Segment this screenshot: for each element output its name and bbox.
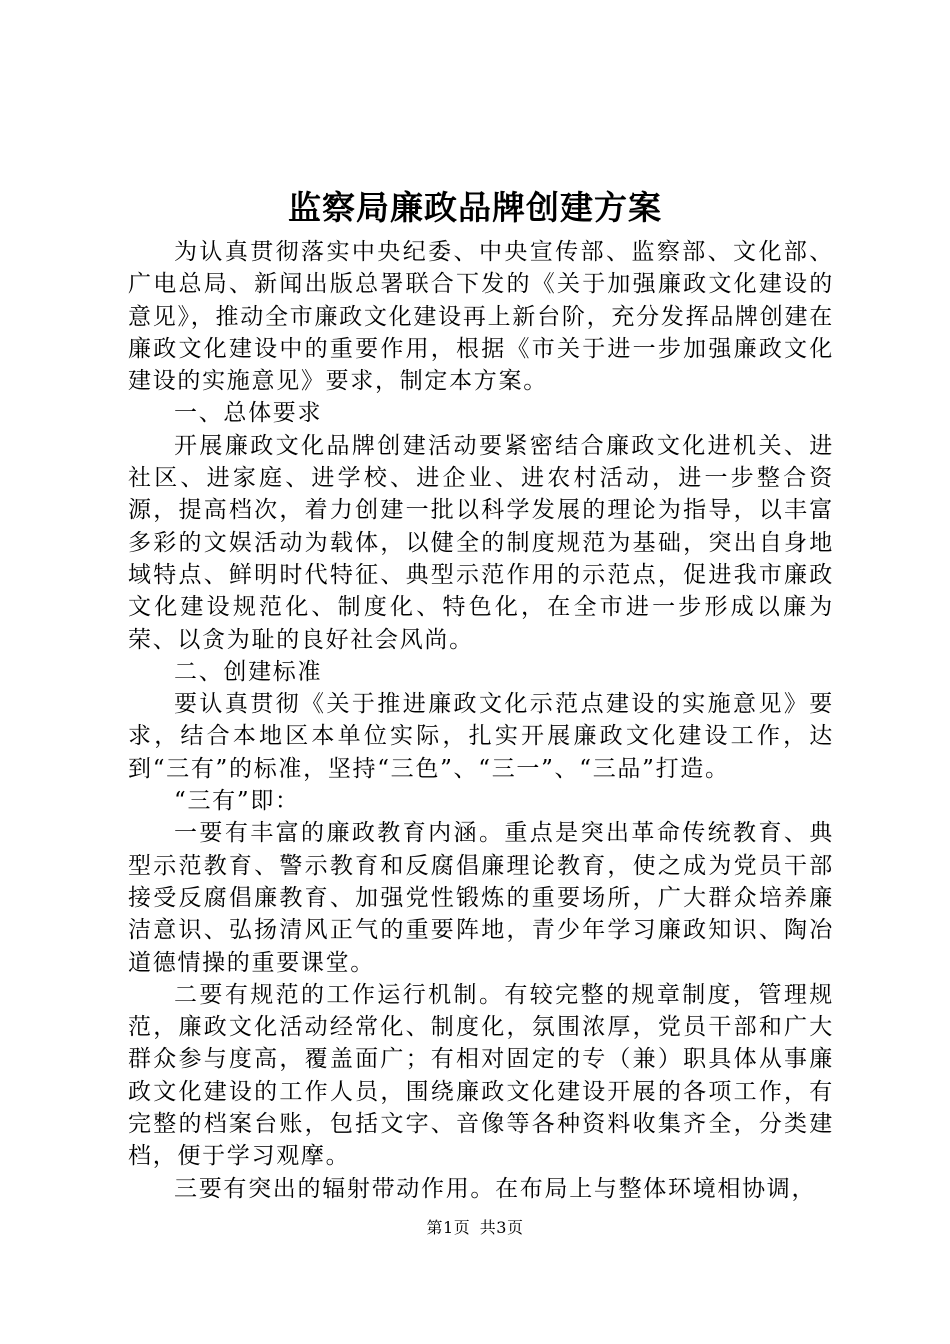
paragraph: 要认真贯彻《关于推进廉政文化示范点建设的实施意见》要求，结合本地区本单位实际，扎实开展廉政文化建设工作，达到“三有”的标准，坚持“三色”、“三一”、“三品”打造。: [128, 691, 834, 782]
paragraph: 开展廉政文化品牌创建活动要紧密结合廉政文化进机关、进社区、进家庭、进学校、进企业、进农村活动，进一步整合资源，提高档次，着力创建一批以科学发展的理论为指导，以丰富多彩的文娱活动为载体，以健全的制度规范为基础，突出自身地域特点、鲜明时代特征、典型示范作用的示范点，促进我市廉政文化建设规范化、制度化、特色化，在全市进一步形成以廉为荣、以贪为耻的良好社会风尚。: [128, 432, 834, 653]
page-total: 共3页: [479, 1218, 524, 1237]
document-body: [128, 236, 834, 1205]
page-number: 第1页: [426, 1218, 471, 1237]
section-heading: 二、创建标准: [174, 658, 323, 685]
document-title: 监察局廉政品牌创建方案: [288, 188, 662, 227]
paragraph: 一要有丰富的廉政教育内涵。重点是突出革命传统教育、典型示范教育、警示教育和反腐倡廉理论教育，使之成为党员干部接受反腐倡廉教育、加强党性锻炼的重要场所，广大群众培养廉洁意识、弘扬清风正气的重要阵地，青少年学习廉政知识、陶冶道德情操的重要课堂。: [128, 820, 834, 976]
paragraph: 二要有规范的工作运行机制。有较完整的规章制度，管理规范，廉政文化活动经常化、制度化，氛围浓厚，党员干部和广大群众参与度高，覆盖面广；有相对固定的专（兼）职具体从事廉政文化建设的工作人员，围绕廉政文化建设开展的各项工作，有完整的档案台账，包括文字、音像等各种资料收集齐全，分类建档，便于学习观摩。: [128, 981, 834, 1170]
paragraph: 三要有突出的辐射带动作用。在布局上与整体环境相协调，: [174, 1175, 817, 1202]
page-footer: [0, 1217, 950, 1239]
section-heading: 一、总体要求: [174, 400, 323, 427]
subsection-heading: “三有”即：: [174, 788, 300, 815]
paragraph: 为认真贯彻落实中央纪委、中央宣传部、监察部、文化部、广电总局、新闻出版总署联合下发的《关于加强廉政文化建设的意见》，推动全市廉政文化建设再上新台阶，充分发挥品牌创建在廉政文化建设中的重要作用，根据《市关于进一步加强廉政文化建设的实施意见》要求，制定本方案。: [128, 239, 834, 395]
